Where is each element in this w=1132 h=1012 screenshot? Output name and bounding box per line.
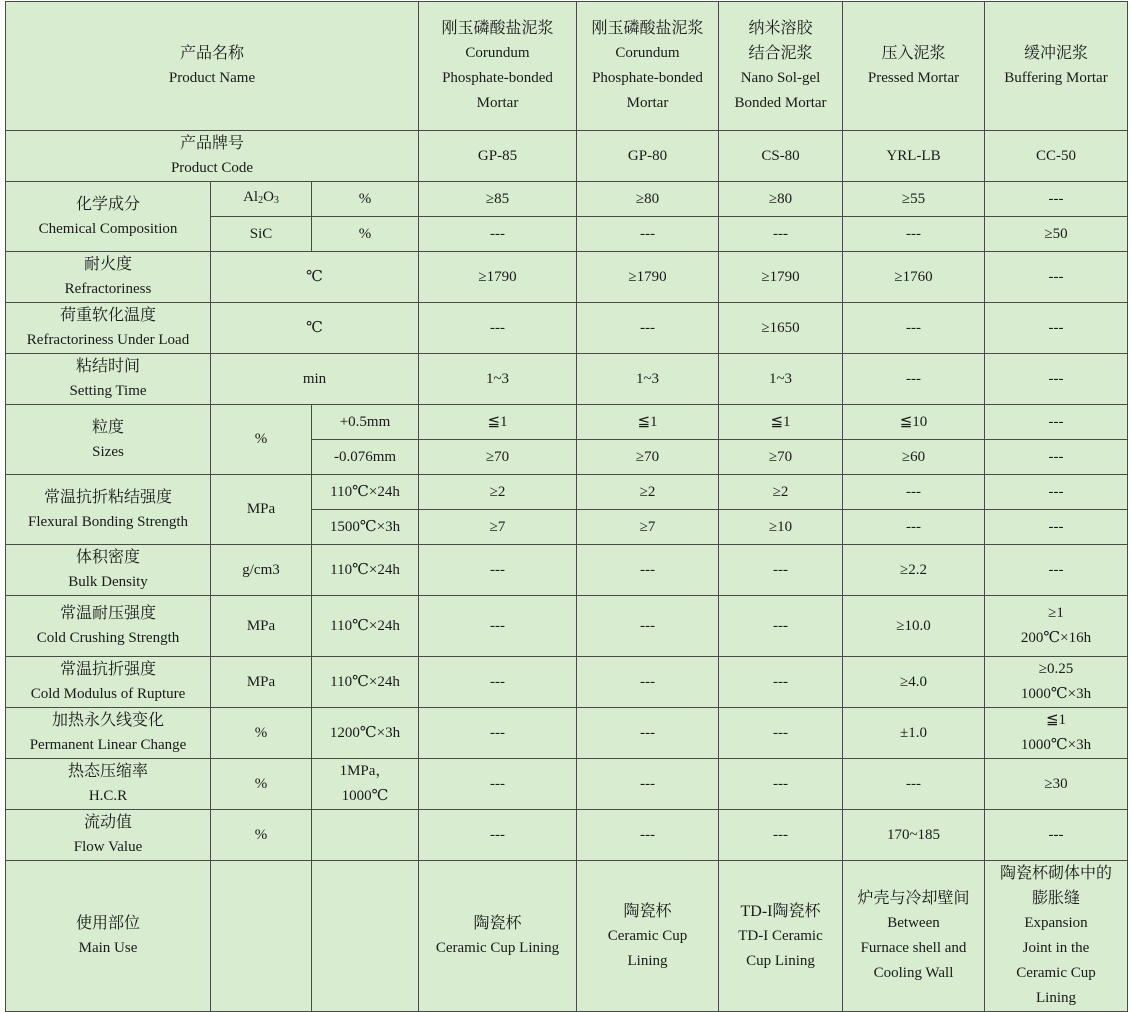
refractoriness-row [6, 252, 1128, 303]
component-name: SiC [211, 217, 312, 252]
setting-time-row [6, 354, 1128, 405]
value-cell [985, 657, 1128, 708]
value-cell: --- [577, 759, 719, 810]
value-cell: --- [419, 759, 577, 810]
label-en: Setting Time [69, 383, 147, 399]
value-cell: ≥7 [419, 510, 577, 545]
row-label [6, 545, 211, 596]
value-cell: ≥1790 [577, 252, 719, 303]
label-cn: 粘结时间 [75, 358, 140, 375]
value-cell: ≥10.0 [843, 596, 985, 657]
product-name-label [6, 2, 419, 131]
condition-cell: +0.5mm [312, 405, 419, 440]
product-line: 刚玉磷酸盐泥浆 [441, 20, 554, 37]
value-cell: CS-80 [719, 131, 843, 182]
value-cell: ≥60 [843, 440, 985, 475]
value-cell: --- [419, 596, 577, 657]
product-line: 缓冲泥浆 [1023, 45, 1088, 62]
use-line: TD-I Ceramic [738, 927, 823, 944]
unit-cell: MPa [211, 596, 312, 657]
use-line: Ceramic Cup [607, 927, 688, 944]
label-en: H.C.R [88, 788, 128, 804]
value-cell: ≥1760 [843, 252, 985, 303]
product-line: 结合泥浆 [748, 45, 813, 62]
value-cell: ≥2 [419, 475, 577, 510]
label-cn: 常温抗折强度 [59, 661, 156, 678]
value-cell: ≥85 [419, 182, 577, 217]
value-cell [985, 708, 1128, 759]
value-cell: 170~185 [843, 810, 985, 861]
label-en: Flow Value [73, 839, 143, 855]
use-line: Joint in the [1022, 940, 1090, 956]
value-cell [985, 596, 1128, 657]
value-cell: --- [843, 475, 985, 510]
use-line: Ceramic Cup [1016, 965, 1096, 981]
value-cell: --- [577, 596, 719, 657]
value-cell: YRL-LB [843, 131, 985, 182]
product-line: Corundum [465, 45, 530, 61]
label-cn: 粒度 [91, 418, 124, 436]
value-cell: CC-50 [985, 131, 1128, 182]
value-cell: ≥80 [577, 182, 719, 217]
value-cell: 1~3 [419, 354, 577, 405]
value-cell: 1~3 [577, 354, 719, 405]
row-label [6, 131, 419, 182]
use-line: Lining [627, 952, 668, 969]
ccs-row [6, 596, 1128, 657]
value-cell: --- [985, 405, 1128, 440]
unit-cell: ℃ [211, 252, 419, 303]
use-line: Lining [1036, 990, 1076, 1006]
spec-table [5, 1, 1128, 1012]
component-name [211, 182, 312, 217]
product-header [985, 2, 1128, 131]
value-cell: ≥4.0 [843, 657, 985, 708]
row-label [6, 182, 211, 252]
label-en: Refractoriness [64, 281, 152, 297]
label-cn: 常温耐压强度 [59, 605, 156, 622]
label-cn: 加热永久线变化 [51, 712, 164, 729]
value-cell: --- [419, 545, 577, 596]
value-cell: --- [843, 217, 985, 252]
label-cn: 化学成分 [75, 195, 140, 213]
value-cell: ≥1790 [719, 252, 843, 303]
value-cell: --- [985, 354, 1128, 405]
condition-cell: 110℃×24h [312, 596, 419, 657]
value-cell: --- [843, 303, 985, 354]
value-cell: ≥30 [985, 759, 1128, 810]
value-cell: ±1.0 [843, 708, 985, 759]
label-cn: 常温抗折粘结强度 [43, 488, 172, 506]
condition-cell: 110℃×24h [312, 657, 419, 708]
label-en: Refractoriness Under Load [26, 332, 190, 348]
unit-cell: % [312, 217, 419, 252]
label-en: Product Code [170, 160, 254, 176]
value-cell: ≥10 [719, 510, 843, 545]
main-use-row [6, 861, 1128, 1012]
label-en: Main Use [78, 940, 138, 956]
chem-al2o3-row [6, 182, 1128, 217]
row-label [6, 405, 211, 475]
product-header [719, 2, 843, 131]
hcr-row [6, 759, 1128, 810]
value-cell: --- [719, 810, 843, 861]
label-cn: 产品名称 [179, 45, 244, 62]
value-line: 1000℃×3h [1020, 686, 1092, 702]
value-cell: ≥70 [577, 440, 719, 475]
unit-cell: MPa [211, 657, 312, 708]
use-line: 陶瓷杯砌体中的 [999, 865, 1112, 882]
value-cell: --- [985, 475, 1128, 510]
formula-sub: 2 [258, 195, 264, 206]
use-line: Cup Lining [746, 952, 815, 969]
value-cell: ≥80 [719, 182, 843, 217]
value-cell [719, 861, 843, 1012]
value-cell: --- [577, 708, 719, 759]
unit-cell: ℃ [211, 303, 419, 354]
flow-value-row [6, 810, 1128, 861]
value-line: 200℃×16h [1020, 630, 1092, 646]
product-line: 刚玉磷酸盐泥浆 [591, 20, 704, 37]
label-cn: 热态压缩率 [67, 763, 148, 780]
unit-cell [211, 861, 312, 1012]
flexural-row-1 [6, 475, 1128, 510]
product-code-row [6, 131, 1128, 182]
value-cell: --- [419, 217, 577, 252]
value-cell: --- [843, 510, 985, 545]
row-label [6, 861, 211, 1012]
label-cn: 耐火度 [83, 256, 132, 273]
label-cn: 产品牌号 [179, 135, 244, 152]
product-line: Mortar [626, 95, 669, 111]
value-line: ≥0.25 [1038, 661, 1074, 677]
use-line: Furnace shell and [860, 940, 967, 956]
label-cn: 体积密度 [75, 549, 140, 566]
use-line: 陶瓷杯 [623, 902, 672, 920]
condition-line: 1000℃ [341, 788, 389, 804]
label-en: Cold Modulus of Rupture [30, 686, 186, 702]
row-label [6, 354, 211, 405]
use-line: Expansion [1024, 915, 1088, 931]
label-en: Sizes [92, 443, 124, 460]
label-en: Product Name [168, 70, 256, 86]
product-line: Buffering Mortar [1004, 70, 1108, 86]
use-line: Between [887, 915, 940, 931]
condition-cell: -0.076mm [312, 440, 419, 475]
value-cell: --- [843, 759, 985, 810]
product-line: 压入泥浆 [881, 45, 946, 62]
condition-cell: 1500℃×3h [312, 510, 419, 545]
value-cell: ≥2.2 [843, 545, 985, 596]
value-cell: ≦1 [719, 405, 843, 440]
value-cell: ≥70 [419, 440, 577, 475]
value-cell: --- [985, 182, 1128, 217]
value-cell: --- [577, 810, 719, 861]
formula-sub: 3 [273, 195, 279, 206]
value-cell: --- [985, 252, 1128, 303]
label-en: Permanent Linear Change [29, 737, 187, 753]
condition-line: 1MPa， [339, 763, 391, 779]
cmor-row [6, 657, 1128, 708]
value-cell: ≥1790 [419, 252, 577, 303]
product-line: Corundum [615, 45, 680, 61]
value-cell: --- [419, 657, 577, 708]
value-cell [843, 861, 985, 1012]
plc-row [6, 708, 1128, 759]
value-cell: --- [719, 596, 843, 657]
value-cell: --- [577, 657, 719, 708]
value-cell: --- [719, 545, 843, 596]
use-line: Ceramic Cup Lining [435, 940, 560, 956]
row-label [6, 475, 211, 545]
value-cell: --- [577, 303, 719, 354]
product-header [843, 2, 985, 131]
value-cell: --- [985, 810, 1128, 861]
value-cell: ≥70 [719, 440, 843, 475]
label-en: Chemical Composition [38, 220, 178, 237]
value-cell: --- [985, 510, 1128, 545]
value-cell: --- [419, 303, 577, 354]
unit-cell: MPa [211, 475, 312, 545]
use-line: TD-I陶瓷杯 [740, 902, 821, 920]
value-cell: GP-85 [419, 131, 577, 182]
product-header [419, 2, 577, 131]
row-label [6, 596, 211, 657]
value-cell: --- [985, 545, 1128, 596]
unit-cell: % [211, 405, 312, 475]
value-cell: --- [985, 440, 1128, 475]
unit-cell: min [211, 354, 419, 405]
value-cell: ≥1650 [719, 303, 843, 354]
value-cell: --- [719, 759, 843, 810]
value-cell: --- [843, 354, 985, 405]
value-cell: --- [719, 708, 843, 759]
header-row [6, 2, 1128, 131]
condition-cell: 1200℃×3h [312, 708, 419, 759]
product-line: Mortar [476, 95, 519, 111]
value-cell [577, 861, 719, 1012]
value-line: ≦1 [1045, 712, 1067, 728]
row-label [6, 708, 211, 759]
unit-cell: % [312, 182, 419, 217]
product-line: Bonded Mortar [734, 95, 827, 111]
value-cell [985, 861, 1128, 1012]
condition-cell [312, 810, 419, 861]
value-cell: ≦10 [843, 405, 985, 440]
value-cell: ≥7 [577, 510, 719, 545]
product-line: Pressed Mortar [867, 70, 960, 86]
product-header [577, 2, 719, 131]
condition-cell: 110℃×24h [312, 545, 419, 596]
unit-cell: % [211, 759, 312, 810]
value-cell: ≥2 [719, 475, 843, 510]
unit-cell: % [211, 708, 312, 759]
product-line: Phosphate-bonded [442, 70, 553, 86]
label-en: Bulk Density [68, 574, 148, 590]
product-line: Phosphate-bonded [592, 70, 703, 86]
use-line: 炉壳与冷却壁间 [857, 890, 970, 907]
product-line: 纳米溶胶 [748, 20, 813, 37]
value-cell: 1~3 [719, 354, 843, 405]
value-cell: --- [577, 217, 719, 252]
unit-cell: % [211, 810, 312, 861]
label-cn: 流动值 [83, 814, 132, 831]
label-cn: 使用部位 [75, 915, 140, 932]
value-cell: ≦1 [419, 405, 577, 440]
formula-part: O [263, 189, 274, 205]
value-cell: ≥55 [843, 182, 985, 217]
value-cell [419, 861, 577, 1012]
row-label [6, 657, 211, 708]
value-cell: --- [719, 217, 843, 252]
row-label [6, 303, 211, 354]
value-line: 1000℃×3h [1020, 737, 1092, 753]
value-cell: --- [719, 657, 843, 708]
value-line: ≥1 [1048, 605, 1064, 621]
label-en: Cold Crushing Strength [36, 630, 180, 646]
value-cell: --- [419, 810, 577, 861]
condition-cell [312, 861, 419, 1012]
use-line: 陶瓷杯 [473, 915, 522, 932]
value-cell: ≥2 [577, 475, 719, 510]
product-line: Nano Sol-gel [740, 70, 821, 86]
rul-row [6, 303, 1128, 354]
use-line: 膨胀缝 [1031, 890, 1080, 907]
value-cell: ≦1 [577, 405, 719, 440]
value-cell: --- [577, 545, 719, 596]
row-label [6, 252, 211, 303]
sizes-row-1 [6, 405, 1128, 440]
formula-part: Al [243, 189, 259, 205]
use-line: Cooling Wall [873, 965, 954, 981]
row-label [6, 810, 211, 861]
condition-cell [312, 759, 419, 810]
value-cell: --- [419, 708, 577, 759]
label-cn: 荷重软化温度 [59, 307, 156, 324]
value-cell: GP-80 [577, 131, 719, 182]
label-en: Flexural Bonding Strength [28, 513, 188, 530]
bulk-density-row [6, 545, 1128, 596]
row-label [6, 759, 211, 810]
value-cell: --- [985, 303, 1128, 354]
unit-cell: g/cm3 [211, 545, 312, 596]
condition-cell: 110℃×24h [312, 475, 419, 510]
value-cell: ≥50 [985, 217, 1128, 252]
